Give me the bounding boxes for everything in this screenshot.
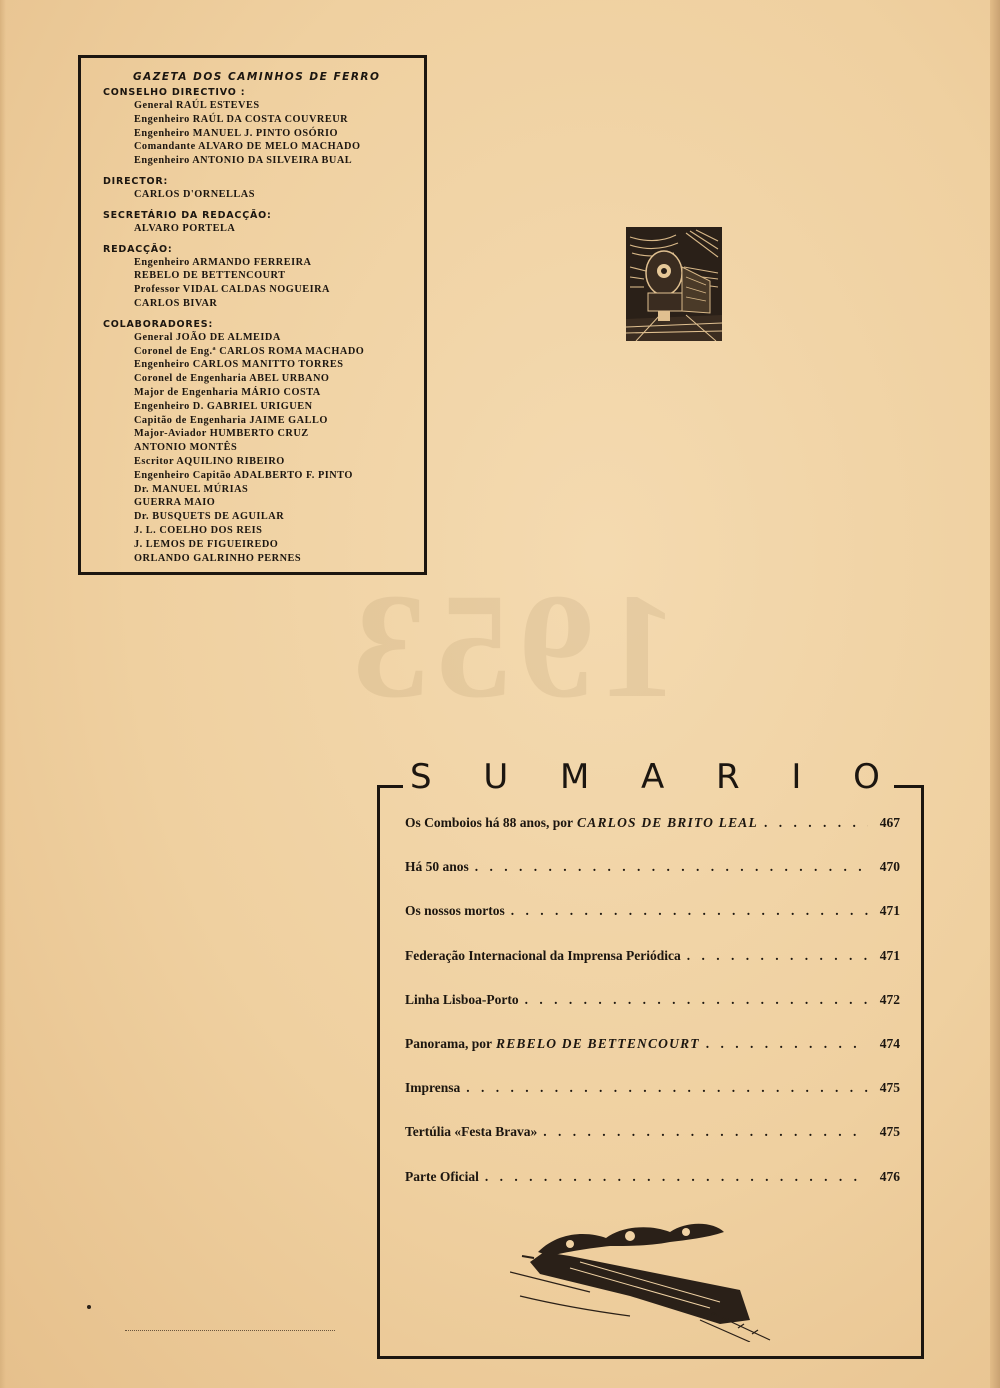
- sumario-letter: S: [410, 757, 432, 797]
- toc-entry-page: 472: [879, 991, 900, 1007]
- masthead-name: CARLOS D'ORNELLAS: [134, 188, 255, 200]
- masthead-name: REBELO DE BETTENCOURT: [134, 270, 286, 282]
- masthead-section: [103, 318, 424, 566]
- masthead-name-list: [103, 256, 424, 311]
- masthead-name: General JOÃO DE ALMEIDA: [134, 331, 281, 343]
- masthead-section: [103, 86, 424, 168]
- toc-entry: [405, 903, 900, 947]
- masthead-name: Dr. MANUEL MÚRIAS: [134, 483, 249, 495]
- toc-entry-page: 470: [879, 859, 900, 875]
- toc-entry-title: Tertúlia «Festa Brava»: [405, 1124, 538, 1140]
- masthead-section-heading: COLABORADORES:: [103, 318, 214, 330]
- page-edge-right: [990, 0, 1000, 1388]
- toc-entry-title: Há 50 anos: [405, 859, 469, 875]
- masthead-name: Coronel de Eng.ª CARLOS ROMA MACHADO: [134, 345, 365, 357]
- sumario-title: [410, 757, 880, 797]
- toc-entry-title: Panorama, por: [405, 1035, 492, 1051]
- masthead-name: GUERRA MAIO: [134, 497, 216, 509]
- masthead-name: ANTONIO MONTÊS: [134, 442, 238, 454]
- toc-entry: [405, 859, 900, 903]
- toc-leader-dots: [475, 859, 868, 875]
- sumario-box: [377, 757, 924, 1359]
- toc-entry-title: Os Comboios há 88 anos, por: [405, 815, 574, 830]
- toc-entry-page: 471: [879, 947, 900, 963]
- masthead-name: Professor VIDAL CALDAS NOGUEIRA: [134, 284, 330, 296]
- masthead-name: Capitão de Engenharia JAIME GALLO: [134, 414, 328, 426]
- toc-entry-title: Linha Lisboa-Porto: [405, 991, 519, 1007]
- masthead-name: Comandante ALVARO DE MELO MACHADO: [134, 141, 361, 153]
- masthead-name-list: [103, 331, 424, 566]
- toc-entry-author: CARLOS DE BRITO LEAL: [577, 815, 758, 830]
- masthead-section-heading: REDACÇÃO:: [103, 243, 173, 255]
- masthead-name: J. L. COELHO DOS REIS: [134, 524, 263, 536]
- table-of-contents: [405, 815, 900, 1213]
- masthead-name: Engenheiro MANUEL J. PINTO OSÓRIO: [134, 127, 339, 139]
- masthead-name: Engenheiro RAÚL DA COSTA COUVREUR: [134, 113, 349, 125]
- dotted-rule: [125, 1330, 335, 1332]
- toc-entry-page: 474: [879, 1035, 900, 1051]
- masthead-name: Engenheiro D. GABRIEL URIGUEN: [134, 400, 313, 412]
- toc-leader-dots: [511, 903, 868, 919]
- masthead-section: [103, 243, 424, 311]
- masthead-name: General RAÚL ESTEVES: [134, 100, 260, 111]
- toc-entry: [405, 1080, 900, 1124]
- sumario-rule-right: [894, 785, 924, 788]
- masthead-name-list: [103, 188, 424, 202]
- toc-leader-dots: [687, 948, 868, 964]
- masthead-name-list: [103, 99, 424, 168]
- masthead-section: [103, 175, 424, 202]
- toc-entry-title: Imprensa: [405, 1080, 461, 1096]
- bleed-through-text: 1953: [345, 563, 677, 729]
- sumario-letter: M: [559, 757, 590, 797]
- toc-leader-dots: [485, 1169, 868, 1185]
- masthead-title: GAZETA DOS CAMINHOS DE FERRO: [133, 71, 381, 83]
- toc-entry-page: 471: [879, 903, 900, 919]
- masthead-sections: [103, 86, 424, 565]
- toc-entry: [405, 1036, 900, 1080]
- toc-entry-page: 475: [879, 1124, 900, 1140]
- toc-leader-dots: [525, 992, 868, 1008]
- masthead-box: [78, 55, 427, 575]
- sumario-letter: O: [853, 757, 880, 797]
- masthead-name: Major-Aviador HUMBERTO CRUZ: [134, 428, 309, 440]
- locomotive-woodcut-image: [626, 227, 722, 341]
- toc-entry: [405, 1124, 900, 1168]
- sumario-letter: A: [641, 757, 665, 797]
- toc-leader-dots: [764, 815, 868, 831]
- masthead-name: Escritor AQUILINO RIBEIRO: [134, 455, 285, 467]
- masthead-name: Engenheiro CARLOS MANITTO TORRES: [134, 359, 344, 371]
- toc-entry-page: 467: [879, 815, 900, 830]
- masthead-name: J. LEMOS DE FIGUEIREDO: [134, 538, 279, 550]
- toc-entry-page: 475: [879, 1080, 900, 1096]
- sumario-letter: U: [483, 757, 509, 797]
- masthead-name: ORLANDO GALRINHO PERNES: [134, 552, 302, 564]
- train-sketch-image: [510, 1212, 790, 1342]
- sumario-letter: R: [716, 757, 740, 797]
- toc-leader-dots: [706, 1036, 868, 1052]
- masthead-section: [103, 209, 424, 236]
- masthead-section-heading: DIRECTOR:: [103, 175, 169, 187]
- masthead-name: CARLOS BIVAR: [134, 297, 218, 309]
- sumario-rule-left: [377, 785, 403, 788]
- masthead-name-list: [103, 222, 424, 236]
- masthead-name: Major de Engenharia MÁRIO COSTA: [134, 386, 321, 398]
- toc-entry: [405, 992, 900, 1036]
- toc-entry: [405, 948, 900, 992]
- masthead-name: Dr. BUSQUETS DE AGUILAR: [134, 511, 285, 523]
- toc-entry-title: Parte Oficial: [405, 1168, 479, 1184]
- toc-entry-title: Os nossos mortos: [405, 903, 505, 919]
- masthead-name: Engenheiro Capitão ADALBERTO F. PINTO: [134, 469, 353, 481]
- masthead-section-heading: SECRETÁRIO DA REDACÇÃO:: [103, 209, 272, 221]
- masthead-name: ALVARO PORTELA: [134, 222, 236, 234]
- toc-entry-page: 476: [879, 1168, 900, 1184]
- ink-speck: [87, 1305, 91, 1309]
- toc-leader-dots: [466, 1080, 868, 1096]
- page-edge-left: [0, 0, 6, 1388]
- masthead-section-heading: CONSELHO DIRECTIVO :: [103, 87, 246, 98]
- toc-entry: [405, 815, 900, 859]
- masthead-name: Engenheiro ANTONIO DA SILVEIRA BUAL: [134, 155, 353, 167]
- toc-entry-title: Federação Internacional da Imprensa Periódica: [405, 947, 681, 963]
- masthead-name: Coronel de Engenharia ABEL URBANO: [134, 373, 330, 385]
- toc-leader-dots: [543, 1124, 868, 1140]
- sumario-letter: I: [791, 757, 802, 797]
- toc-entry: [405, 1169, 900, 1213]
- masthead-name: Engenheiro ARMANDO FERREIRA: [134, 256, 312, 268]
- toc-entry-author: REBELO DE BETTENCOURT: [496, 1035, 700, 1051]
